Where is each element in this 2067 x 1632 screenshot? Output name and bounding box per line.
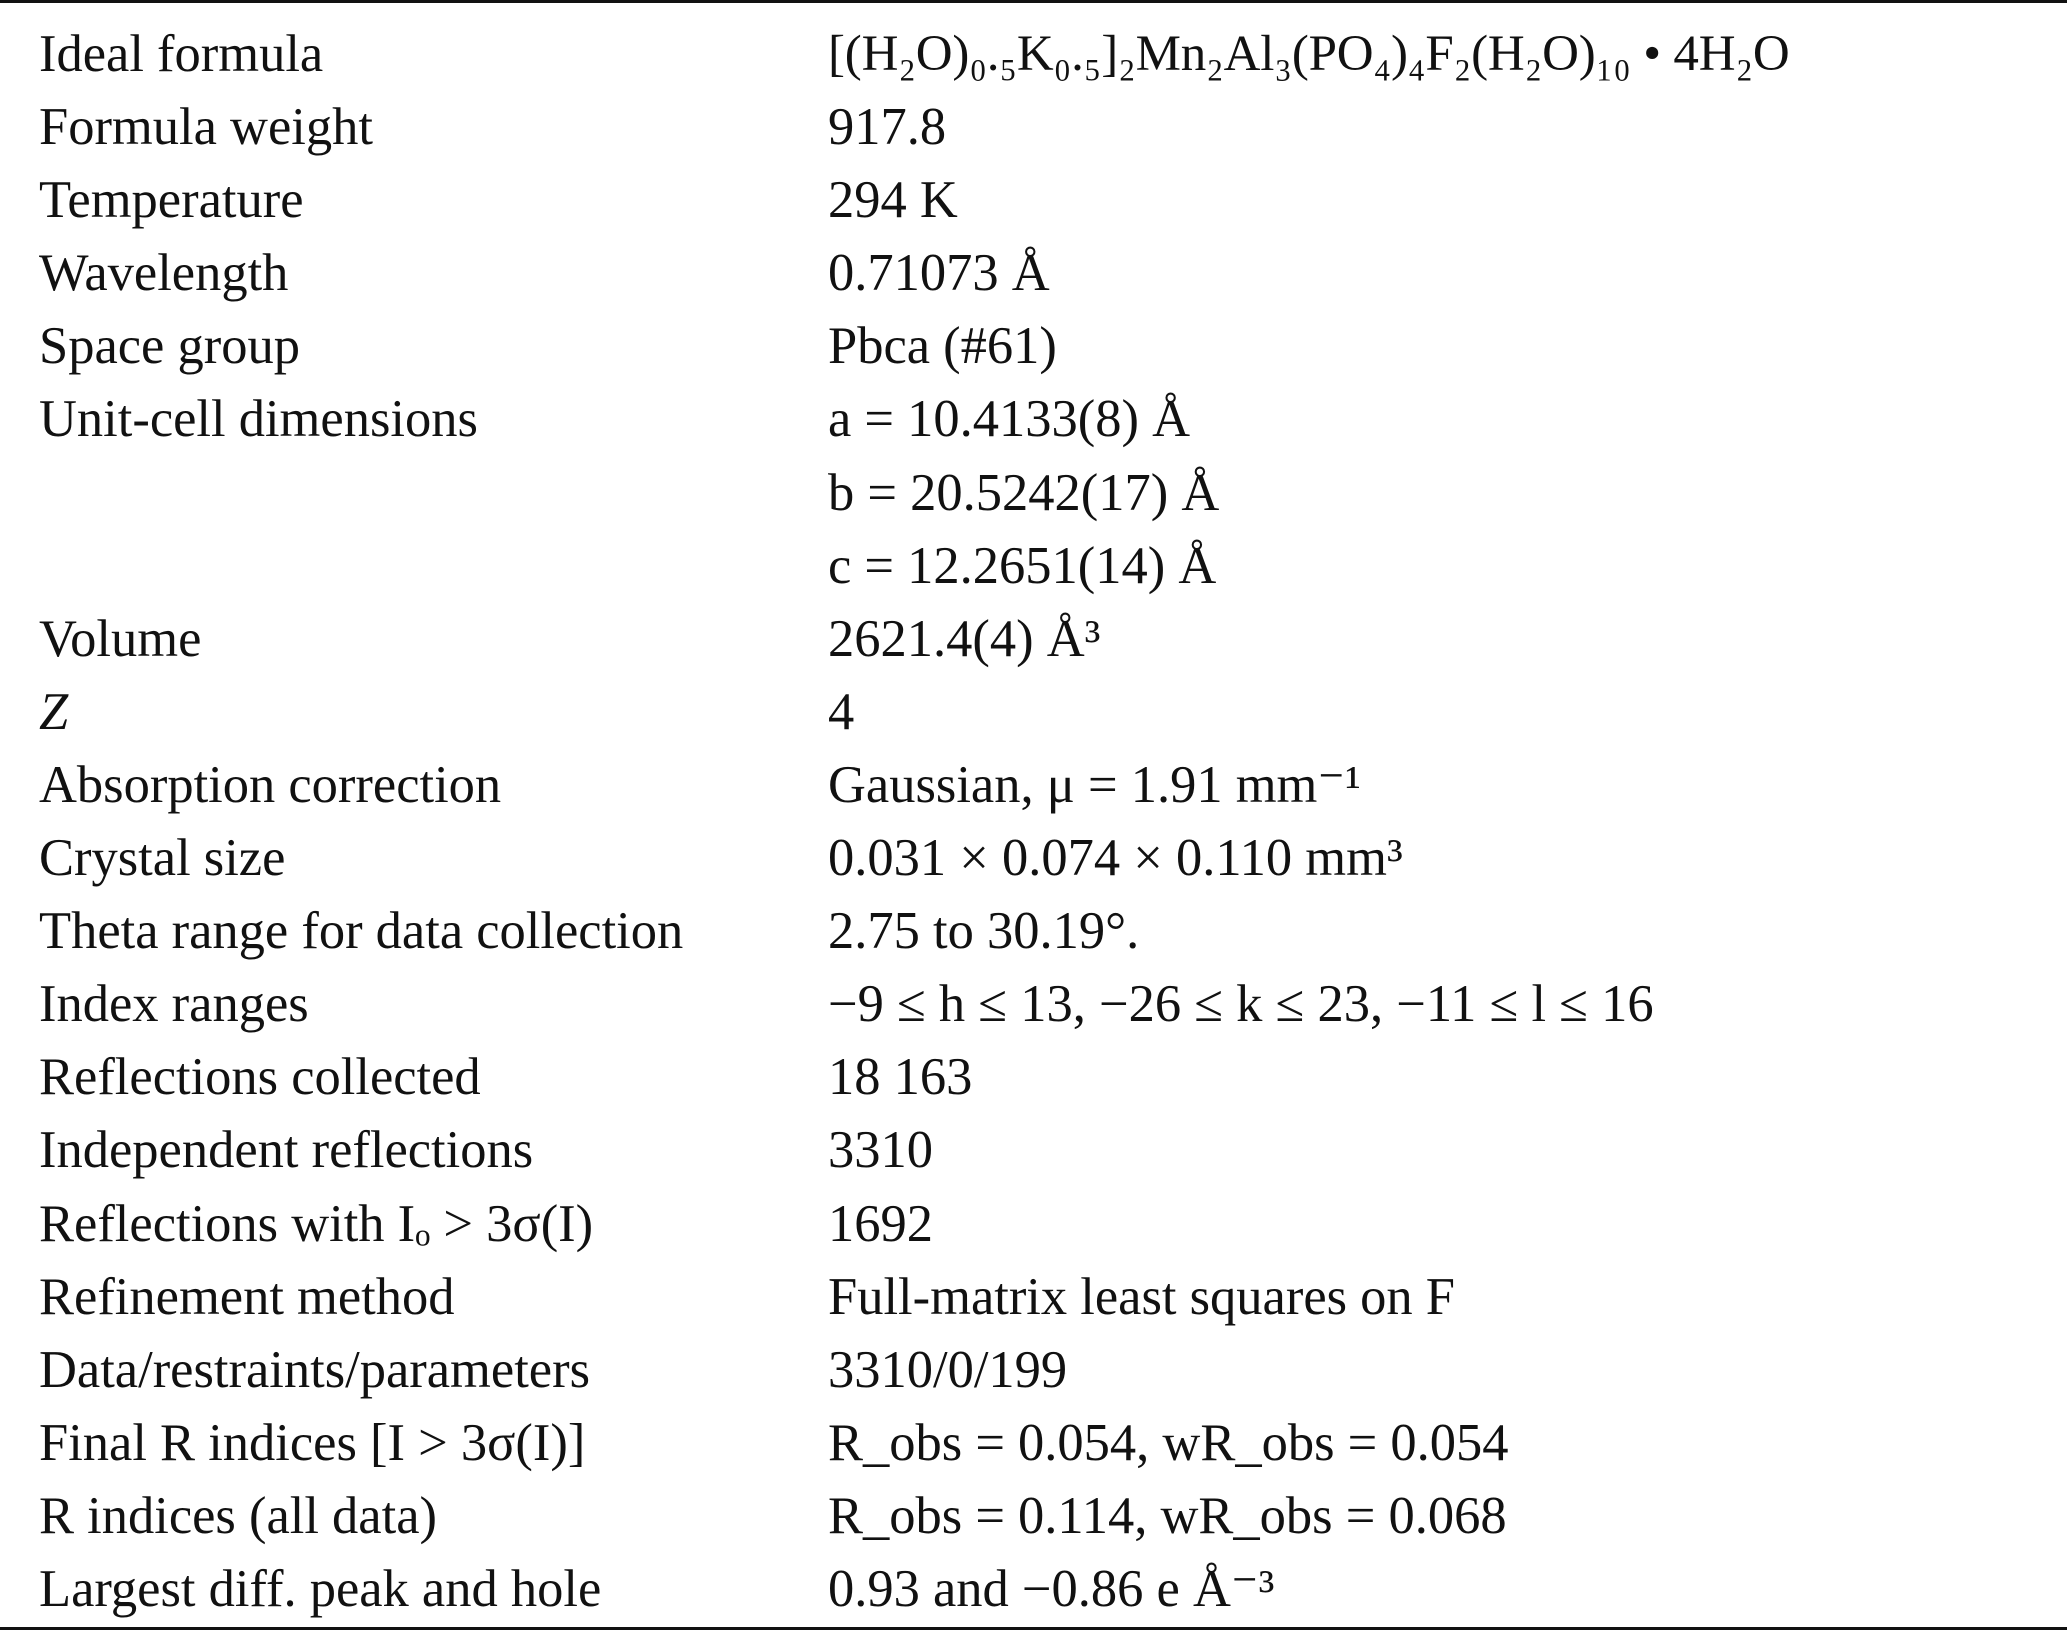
row-value: 4 xyxy=(828,682,855,741)
row-label: Final R indices [I > 3σ(I)] xyxy=(39,1413,586,1472)
table-row xyxy=(0,1334,2067,1407)
row-value: 0.031 × 0.074 × 0.110 mm³ xyxy=(828,829,1403,888)
row-value: b = 20.5242(17) Å xyxy=(828,463,1220,522)
table-row xyxy=(0,91,2067,164)
table-row xyxy=(0,383,2067,456)
table-row xyxy=(0,1041,2067,1114)
table-row xyxy=(0,1407,2067,1480)
row-value: R_obs = 0.114, wR_obs = 0.068 xyxy=(828,1486,1507,1545)
row-value: [(H₂O)₀.₅K₀.₅]₂Mn₂Al₃(PO₄)₄F₂(H₂O)₁₀ • 4H₂O xyxy=(828,26,1790,82)
row-value: R_obs = 0.054, wR_obs = 0.054 xyxy=(828,1413,1509,1472)
table-row xyxy=(0,1261,2067,1334)
row-label: Z xyxy=(39,682,69,741)
row-label: Unit-cell dimensions xyxy=(39,390,478,449)
row-value: 3310 xyxy=(828,1121,933,1180)
table-row xyxy=(0,237,2067,310)
row-value: 294 K xyxy=(828,171,958,230)
table-row xyxy=(0,895,2067,968)
table-row xyxy=(0,749,2067,822)
table-row xyxy=(0,457,2067,530)
table-row xyxy=(0,676,2067,749)
row-label: Temperature xyxy=(39,171,304,230)
row-value: Pbca (#61) xyxy=(828,317,1057,376)
crystal-data-table xyxy=(0,18,2067,1626)
table-row xyxy=(0,310,2067,383)
table-row xyxy=(0,1188,2067,1261)
table-top-rule xyxy=(0,0,2067,3)
row-value: 0.93 and −0.86 e Å⁻³ xyxy=(828,1559,1275,1618)
table-row xyxy=(0,603,2067,676)
row-value: Full-matrix least squares on F xyxy=(828,1267,1456,1326)
row-label: Largest diff. peak and hole xyxy=(39,1559,602,1618)
row-label: Reflections collected xyxy=(39,1048,481,1107)
table-row xyxy=(0,1553,2067,1626)
row-label: R indices (all data) xyxy=(39,1486,437,1545)
row-value: a = 10.4133(8) Å xyxy=(828,390,1191,449)
row-value: 3310/0/199 xyxy=(828,1340,1068,1399)
table-row xyxy=(0,1480,2067,1553)
row-label: Ideal formula xyxy=(39,25,324,83)
table-row xyxy=(0,530,2067,603)
row-label: Formula weight xyxy=(39,98,373,157)
row-label: Data/restraints/parameters xyxy=(39,1340,590,1399)
table-row xyxy=(0,18,2067,91)
row-label: Wavelength xyxy=(39,244,289,303)
row-label: Reflections with Iₒ > 3σ(I) xyxy=(39,1194,594,1253)
row-value: 1692 xyxy=(828,1194,933,1253)
table-row xyxy=(0,822,2067,895)
row-value: 917.8 xyxy=(828,98,947,157)
row-value: Gaussian, μ = 1.91 mm⁻¹ xyxy=(828,755,1361,814)
row-label: Refinement method xyxy=(39,1267,455,1326)
table-row xyxy=(0,164,2067,237)
row-label: Independent reflections xyxy=(39,1121,534,1180)
row-label: Absorption correction xyxy=(39,755,502,814)
row-value: −9 ≤ h ≤ 13, −26 ≤ k ≤ 23, −11 ≤ l ≤ 16 xyxy=(828,975,1654,1034)
row-value: 2621.4(4) Å³ xyxy=(828,609,1101,668)
table-row xyxy=(0,1114,2067,1187)
row-value: 0.71073 Å xyxy=(828,244,1050,303)
table-bottom-rule xyxy=(0,1627,2067,1630)
row-value: 18 163 xyxy=(828,1048,973,1107)
row-label: Index ranges xyxy=(39,975,309,1034)
row-label: Space group xyxy=(39,317,300,376)
table-row xyxy=(0,968,2067,1041)
row-value: 2.75 to 30.19°. xyxy=(828,902,1140,961)
row-label: Volume xyxy=(39,609,202,668)
row-label: Crystal size xyxy=(39,829,286,888)
row-value: c = 12.2651(14) Å xyxy=(828,536,1217,595)
row-label: Theta range for data collection xyxy=(39,902,684,961)
